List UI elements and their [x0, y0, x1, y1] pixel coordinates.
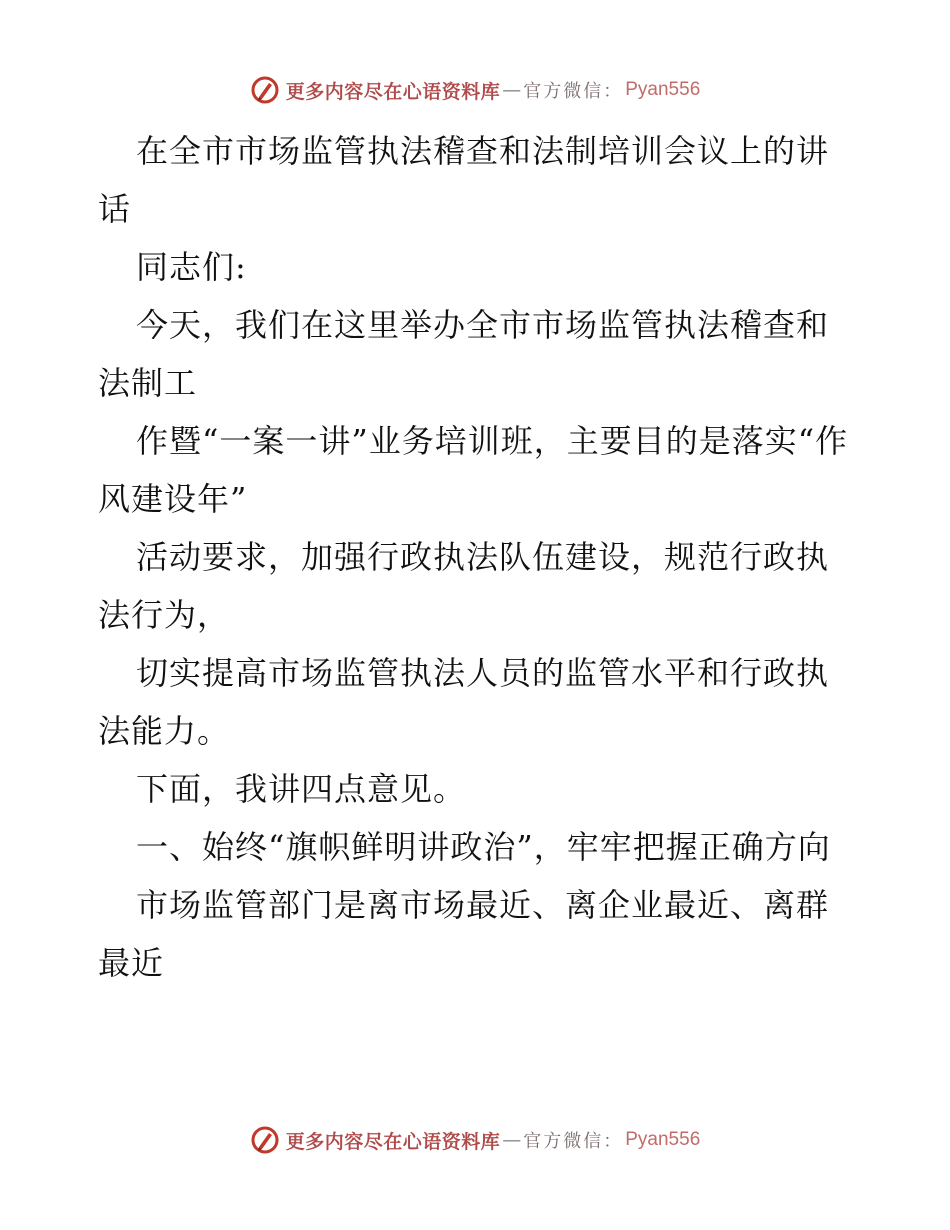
salutation: 同志们:: [136, 248, 247, 286]
banner-dash: —: [502, 79, 522, 101]
banner-wechat-id: Pyan556: [625, 1129, 701, 1150]
section-heading: 一、始终“旗帜鲜明讲政治”，牢牢把握正确方向: [136, 828, 831, 866]
footer-banner: [0, 1120, 950, 1160]
paragraph: 下面，我讲四点意见。: [136, 770, 467, 808]
banner-wechat-id: Pyan556: [625, 79, 701, 100]
pen-logo-icon: [250, 1125, 280, 1155]
banner-slogan: 更多内容尽在心语资料库: [285, 80, 501, 103]
paragraph: 今天，我们在这里举办全市市场监管执法稽查和法制工: [98, 306, 830, 402]
banner-official-label: 官方微信：: [523, 1131, 624, 1152]
paragraph: 活动要求，加强行政执法队伍建设，规范行政执法行为，: [98, 538, 830, 634]
banner-slogan: 更多内容尽在心语资料库: [285, 1130, 501, 1153]
paragraph: 作暨“一案一讲”业务培训班，主要目的是落实“作风建设年”: [98, 422, 849, 518]
paragraph: 切实提高市场监管执法人员的监管水平和行政执法能力。: [98, 654, 830, 750]
document-body: [98, 122, 858, 992]
header-banner: [0, 70, 950, 110]
document-title: 在全市市场监管执法稽查和法制培训会议上的讲话: [98, 132, 830, 228]
pen-logo-icon: [250, 75, 280, 105]
banner-dash: —: [502, 1129, 522, 1151]
banner-official-label: 官方微信：: [523, 81, 624, 102]
paragraph: 市场监管部门是离市场最近、离企业最近、离群最近: [98, 886, 830, 982]
